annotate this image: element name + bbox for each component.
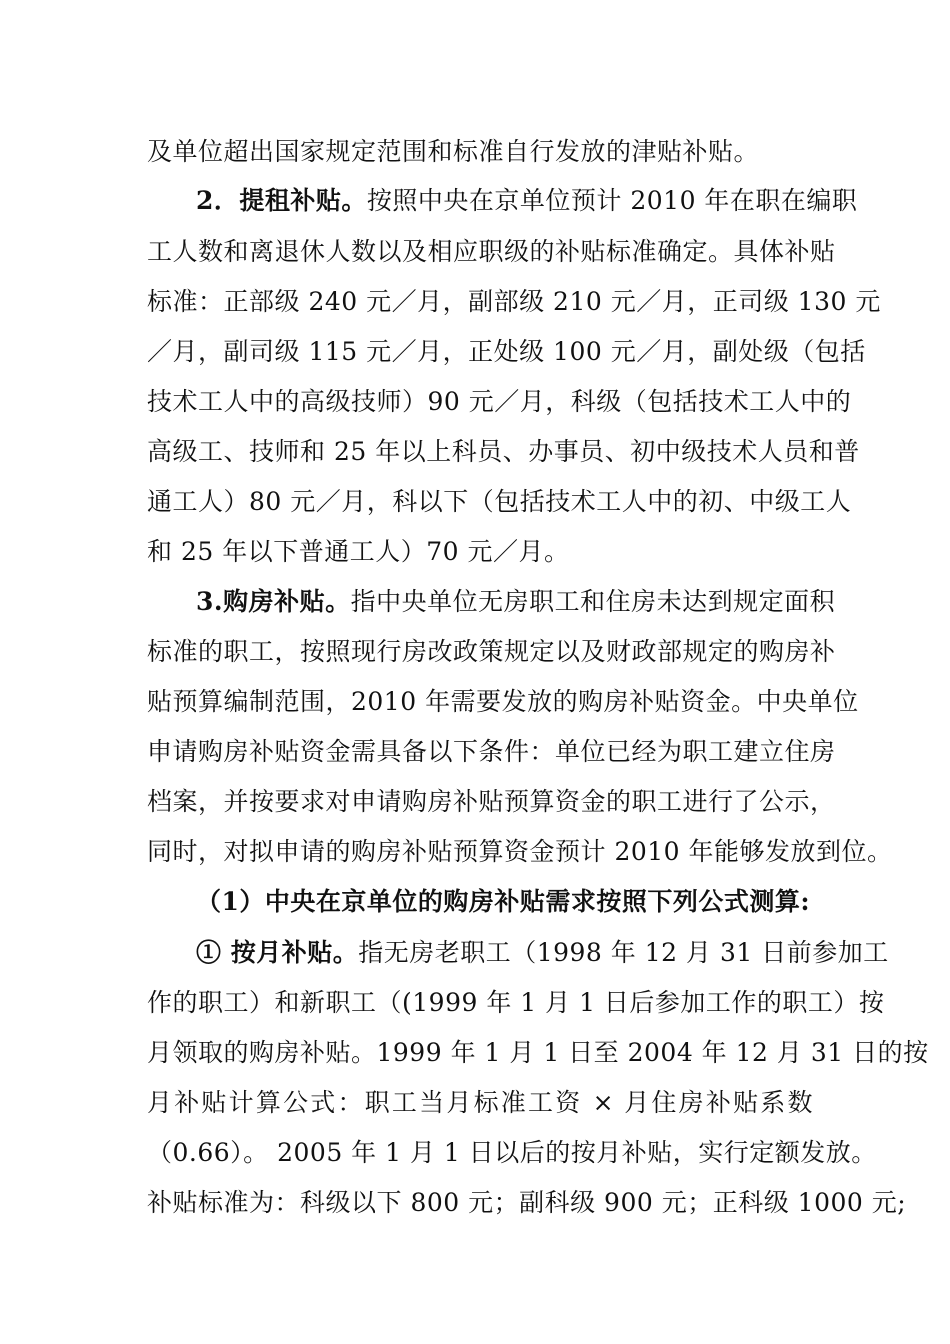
- text-line: 月领取的购房补贴。1999 年 1 月 1 日至 2004 年 12 月 31 日的按: [147, 1038, 929, 1067]
- paragraph-first-line: [196, 186, 858, 216]
- text-line: 贴预算编制范围，2010 年需要发放的购房补贴资金。中央单位: [147, 687, 859, 716]
- text-line: 及单位超出国家规定范围和标准自行发放的津贴补贴。: [147, 137, 760, 166]
- subheading: （1）中央在京单位的购房补贴需求按照下列公式测算:: [196, 887, 811, 916]
- text-line: 高级工、技师和 25 年以上科员、办事员、初中级技术人员和普: [147, 437, 860, 466]
- text-line: 和 25 年以下普通工人）70 元／月。: [147, 537, 570, 566]
- text-run: 指中央单位无房职工和住房未达到规定面积: [350, 587, 836, 616]
- paragraph-title: 3.购房补贴。: [196, 587, 351, 616]
- text-line: 月补贴计算公式：职工当月标准工资 × 月住房补贴系数: [147, 1088, 813, 1117]
- text-line: ／月，副司级 115 元／月，正处级 100 元／月，副处级（包括: [147, 337, 866, 366]
- text-line: 通工人）80 元／月，科以下（包括技术工人中的初、中级工人: [147, 487, 852, 516]
- text-line: 档案，并按要求对申请购房补贴预算资金的职工进行了公示，: [147, 787, 836, 816]
- text-run: 指无房老职工（1998 年 12 月 31 日前参加工: [358, 938, 889, 967]
- text-line: 作的职工）和新职工（(1999 年 1 月 1 日后参加工作的职工）按: [147, 988, 885, 1017]
- text-line: 标准：正部级 240 元／月，副部级 210 元／月，正司级 130 元: [147, 287, 881, 316]
- text-line: 同时，对拟申请的购房补贴预算资金预计 2010 年能够发放到位。: [147, 837, 893, 866]
- text-line: （0.66）。 2005 年 1 月 1 日以后的按月补贴，实行定额发放。: [147, 1138, 877, 1167]
- paragraph-title: 2．提租补贴。: [196, 186, 367, 215]
- paragraph-first-line: [196, 938, 889, 968]
- text-line: 标准的职工，按照现行房改政策规定以及财政部规定的购房补: [147, 637, 836, 666]
- paragraph-first-line: [196, 587, 836, 617]
- text-line: 补贴标准为：科级以下 800 元；副科级 900 元；正科级 1000 元;: [147, 1188, 907, 1217]
- text-line: 技术工人中的高级技师）90 元／月，科级（包括技术工人中的: [147, 387, 852, 416]
- paragraph-title: ① 按月补贴。: [196, 938, 359, 967]
- text-line: 申请购房补贴资金需具备以下条件：单位已经为职工建立住房: [147, 737, 836, 766]
- text-line: 工人数和离退休人数以及相应职级的补贴标准确定。具体补贴: [147, 237, 836, 266]
- text-run: 按照中央在京单位预计 2010 年在职在编职: [366, 186, 858, 215]
